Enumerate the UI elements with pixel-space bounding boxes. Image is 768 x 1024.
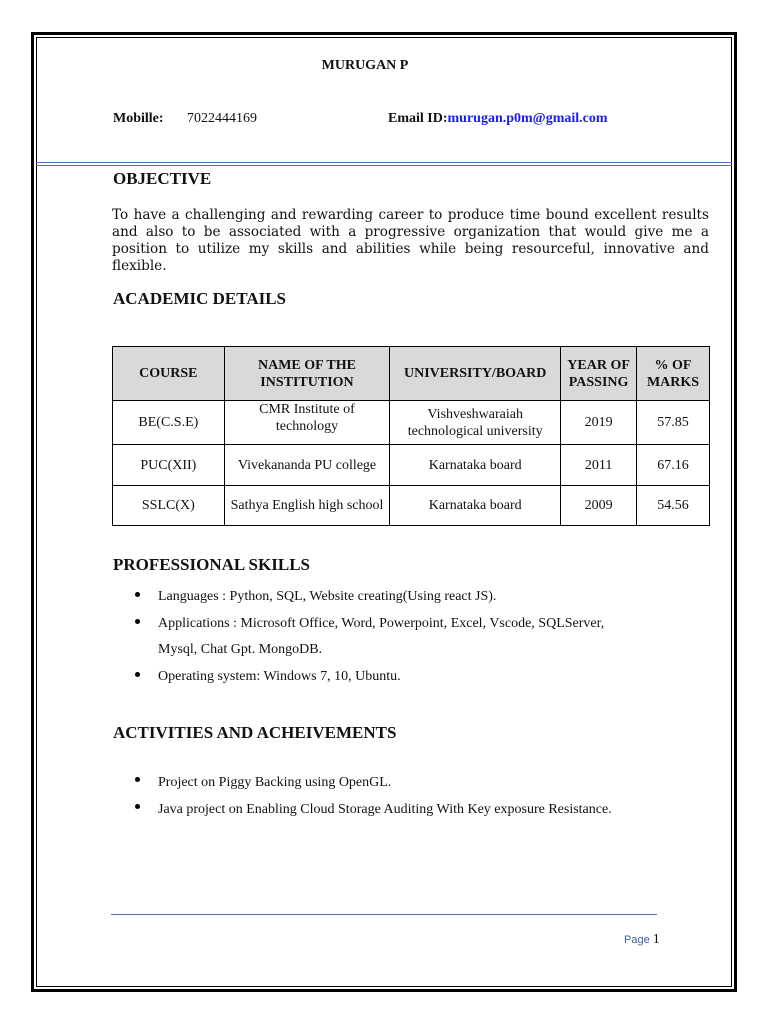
- cell-marks: 67.16: [637, 445, 710, 486]
- col-header-institution: NAME OF THE INSTITUTION: [224, 347, 390, 401]
- cell-marks: 54.56: [637, 486, 710, 526]
- footer-divider: [111, 914, 657, 915]
- cell-institution: Sathya English high school: [224, 486, 390, 526]
- cell-course: BE(C.S.E): [113, 401, 225, 445]
- list-item: [113, 664, 633, 690]
- bullet-icon: [135, 592, 140, 597]
- objective-text: To have a challenging and rewarding career to produce time bound excellent results and also to be associated with a progressive organization that would give me a position to utilize my skills and abilities while being resourceful, innovative and flexible.: [112, 207, 709, 274]
- list-item: [113, 611, 633, 663]
- skill-text: Languages : Python, SQL, Website creating(Using react JS).: [158, 589, 497, 604]
- activities-heading: ACTIVITIES AND ACHEIVEMENTS: [113, 723, 397, 742]
- table-row: [113, 401, 710, 445]
- cell-year: 2019: [561, 401, 637, 445]
- activity-text: Java project on Enabling Cloud Storage Auditing With Key exposure Resistance.: [158, 802, 612, 817]
- cell-university: Karnataka board: [390, 445, 561, 486]
- activities-list: [113, 769, 713, 823]
- cell-year: 2009: [561, 486, 637, 526]
- email-row: [388, 111, 608, 127]
- page-number-value: 1: [652, 932, 660, 947]
- cell-year: 2011: [561, 445, 637, 486]
- bullet-icon: [135, 804, 140, 809]
- skills-heading: PROFESSIONAL SKILLS: [113, 555, 310, 574]
- academic-heading: ACADEMIC DETAILS: [113, 289, 287, 308]
- cell-university: Karnataka board: [390, 486, 561, 526]
- header-divider: [36, 162, 732, 163]
- col-header-university: UNIVERSITY/BOARD: [390, 347, 561, 401]
- mobile-value: 7022444169: [187, 111, 257, 126]
- list-item: [113, 584, 633, 610]
- skill-text: Operating system: Windows 7, 10, Ubuntu.: [158, 669, 401, 684]
- cell-university: Vishveshwaraiah technological university: [390, 401, 561, 445]
- table-row: [113, 445, 710, 486]
- skill-text: Applications : Microsoft Office, Word, Powerpoint, Excel, Vscode, SQLServer, Mysql, Chat Gpt. MongoDB.: [158, 616, 605, 657]
- cell-course: SSLC(X): [113, 486, 225, 526]
- skills-list: [113, 584, 633, 691]
- page-label: Page: [624, 934, 650, 946]
- list-item: [113, 769, 713, 796]
- col-header-year: YEAR OF PASSING: [561, 347, 637, 401]
- col-header-marks: % OF MARKS: [637, 347, 710, 401]
- candidate-name: MURUGAN P: [321, 58, 409, 73]
- cell-course: PUC(XII): [113, 445, 225, 486]
- activity-text: Project on Piggy Backing using OpenGL.: [158, 775, 392, 790]
- academic-table: [112, 346, 710, 526]
- email-link[interactable]: murugan.p0m@gmail.com: [447, 111, 608, 126]
- table-header-row: [113, 347, 710, 401]
- cell-marks: 57.85: [637, 401, 710, 445]
- page-number: [624, 932, 660, 948]
- col-header-course: COURSE: [113, 347, 225, 401]
- objective-heading: OBJECTIVE: [113, 169, 212, 188]
- bullet-icon: [135, 619, 140, 624]
- bullet-icon: [135, 672, 140, 677]
- header-divider-second: [36, 165, 732, 166]
- table-row: [113, 486, 710, 526]
- cell-institution: CMR Institute of technology: [224, 401, 390, 445]
- cell-institution: Vivekananda PU college: [224, 445, 390, 486]
- mobile-label: Mobille:: [113, 111, 164, 126]
- email-label: Email ID:: [388, 111, 448, 126]
- list-item: [113, 796, 713, 823]
- bullet-icon: [135, 777, 140, 782]
